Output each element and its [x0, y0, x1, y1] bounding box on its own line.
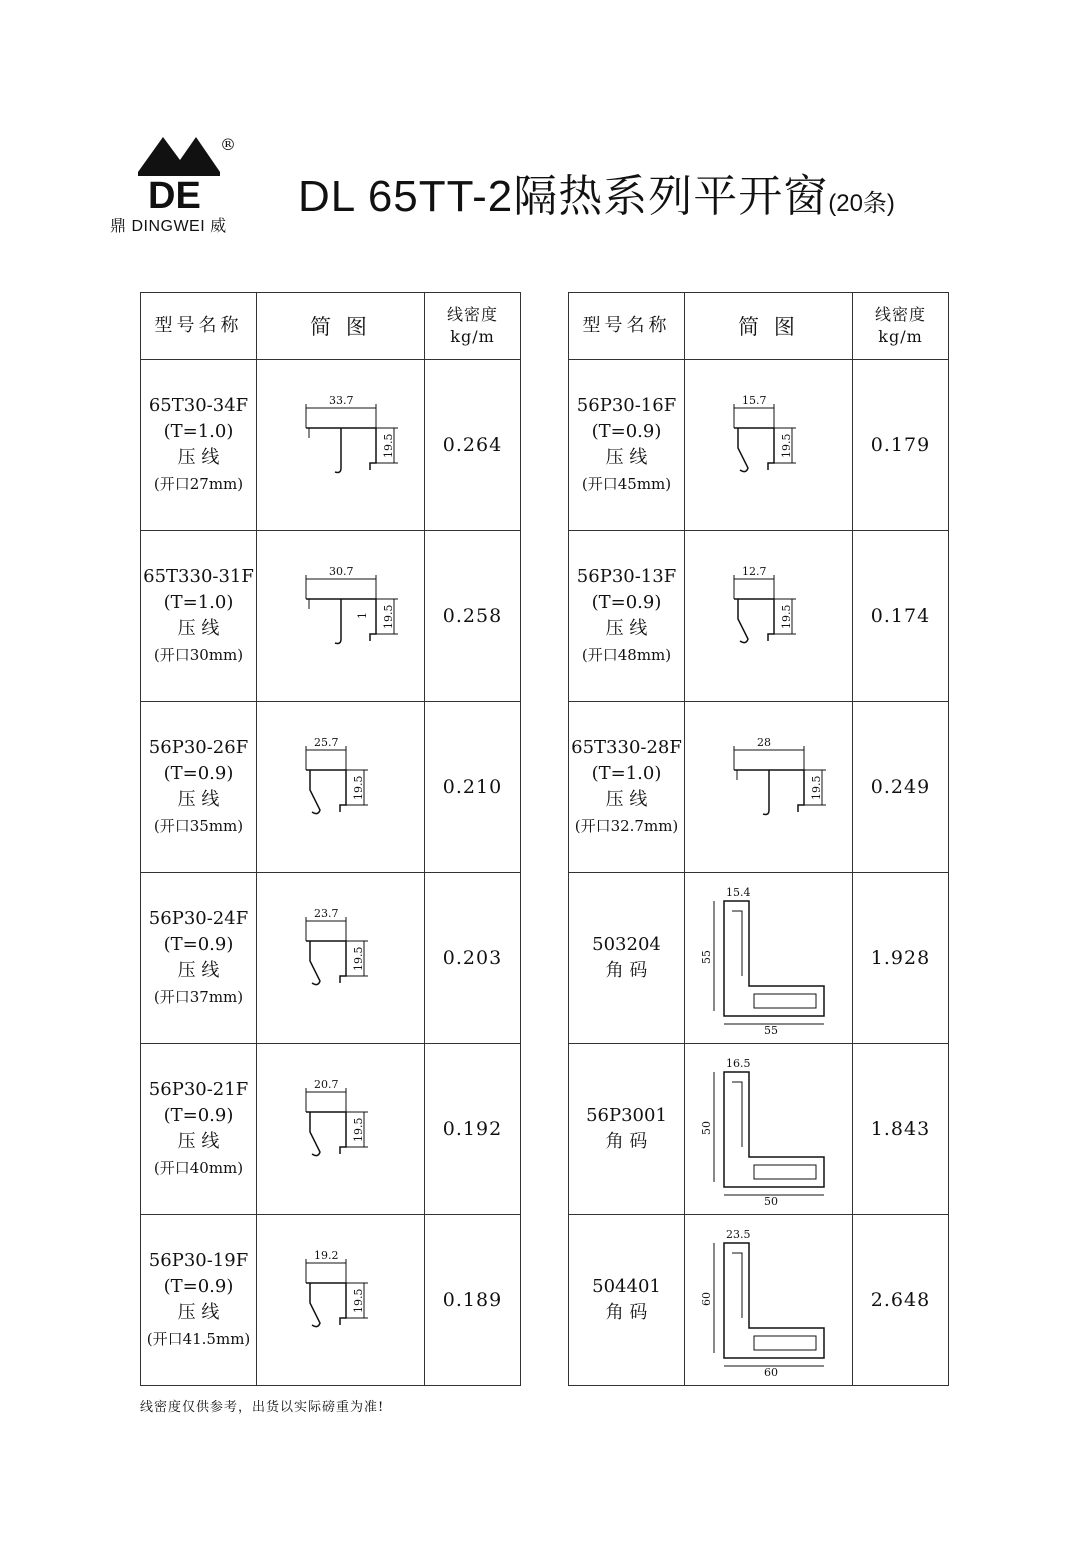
- density-value: 0.203: [425, 873, 521, 1044]
- table-row: [569, 702, 949, 873]
- registered-mark: ®: [220, 135, 236, 154]
- opening-size: (开口48mm): [581, 646, 672, 664]
- profile-type: 压 线: [177, 789, 220, 810]
- drawing-cell: [257, 1044, 425, 1215]
- profile-type: 角 码: [605, 960, 648, 981]
- col-density: 线密度 kg/m: [853, 293, 949, 360]
- model-number: 56P30-16F: [576, 395, 677, 416]
- corner-bracket-drawing: [694, 1218, 844, 1378]
- col-model: 型号名称: [569, 293, 685, 360]
- profile-drawing: [266, 901, 416, 1011]
- density-value: 0.179: [853, 360, 949, 531]
- density-value: 0.264: [425, 360, 521, 531]
- model-number: 56P30-19F: [148, 1250, 249, 1271]
- table-row: [569, 1044, 949, 1215]
- svg-text:25.7: 25.7: [313, 736, 338, 749]
- svg-text:19.5: 19.5: [351, 1288, 365, 1313]
- profile-drawing: [694, 730, 844, 840]
- svg-text:19.2: 19.2: [313, 1249, 338, 1262]
- drawing-cell: [257, 702, 425, 873]
- model-number: 56P30-13F: [576, 566, 677, 587]
- footer-note: 线密度仅供参考，出货以实际磅重为准!: [140, 1400, 385, 1415]
- thickness-spec: (T=0.9): [163, 1105, 234, 1126]
- drawing-cell: [257, 360, 425, 531]
- profile-drawing: [266, 1243, 416, 1353]
- profile-type: 压 线: [177, 1302, 220, 1323]
- model-number: 65T330-31F: [143, 566, 254, 587]
- drawing-cell: [257, 873, 425, 1044]
- model-number: 56P30-21F: [148, 1079, 249, 1100]
- profile-drawing: [266, 559, 416, 669]
- thickness-spec: (T=1.0): [163, 592, 234, 613]
- model-cell: [141, 873, 257, 1044]
- table-row: [141, 360, 521, 531]
- svg-text:60: 60: [699, 1292, 713, 1306]
- svg-text:50: 50: [699, 1121, 713, 1135]
- profile-type: 压 线: [177, 1131, 220, 1152]
- model-number: 56P3001: [586, 1105, 667, 1126]
- profile-drawing: [266, 388, 416, 498]
- opening-size: (开口27mm): [153, 475, 244, 493]
- profile-type: 角 码: [605, 1131, 648, 1152]
- drawing-cell: [685, 360, 853, 531]
- profile-drawing: [266, 730, 416, 840]
- drawing-cell: [685, 1044, 853, 1215]
- svg-text:19.5: 19.5: [351, 946, 365, 971]
- model-number: 65T30-34F: [148, 395, 249, 416]
- density-value: 0.249: [853, 702, 949, 873]
- opening-size: (开口37mm): [153, 988, 244, 1006]
- density-value: 0.210: [425, 702, 521, 873]
- model-cell: [141, 531, 257, 702]
- thickness-spec: (T=0.9): [163, 763, 234, 784]
- profile-type: 压 线: [605, 447, 648, 468]
- model-number: 56P30-26F: [148, 737, 249, 758]
- profile-type: 压 线: [177, 447, 220, 468]
- svg-text:30.7: 30.7: [328, 565, 353, 578]
- density-value: 0.192: [425, 1044, 521, 1215]
- model-cell: [569, 360, 685, 531]
- model-cell: [569, 702, 685, 873]
- density-value: 1.843: [853, 1044, 949, 1215]
- density-value: 1.928: [853, 873, 949, 1044]
- opening-size: (开口41.5mm): [146, 1330, 251, 1348]
- thickness-spec: (T=1.0): [163, 421, 234, 442]
- svg-text:55: 55: [763, 1024, 778, 1036]
- table-row: [569, 873, 949, 1044]
- svg-text:55: 55: [699, 950, 713, 964]
- opening-size: (开口35mm): [153, 817, 244, 835]
- corner-bracket-drawing: [694, 876, 844, 1036]
- col-model: 型号名称: [141, 293, 257, 360]
- model-number: 504401: [592, 1276, 661, 1297]
- opening-size: (开口40mm): [153, 1159, 244, 1177]
- thickness-spec: (T=0.9): [591, 592, 662, 613]
- model-cell: [569, 873, 685, 1044]
- density-value: 0.258: [425, 531, 521, 702]
- svg-text:23.7: 23.7: [313, 907, 338, 920]
- profile-drawing: [694, 388, 844, 498]
- table-row: [569, 1215, 949, 1386]
- profile-type: 压 线: [605, 618, 648, 639]
- svg-text:50: 50: [763, 1195, 778, 1207]
- drawing-cell: [257, 531, 425, 702]
- col-drawing: 简 图: [685, 293, 853, 360]
- svg-text:DE: DE: [148, 175, 201, 217]
- drawing-cell: [257, 1215, 425, 1386]
- profile-drawing: [266, 1072, 416, 1182]
- profile-type: 角 码: [605, 1302, 648, 1323]
- opening-size: (开口32.7mm): [574, 817, 679, 835]
- table-header-row: [569, 293, 949, 360]
- page-title: DL 65TT-2隔热系列平开窗(20条): [298, 172, 895, 221]
- profile-table-right: [568, 292, 949, 1386]
- thickness-spec: (T=0.9): [163, 1276, 234, 1297]
- model-cell: [141, 360, 257, 531]
- brand-name: 鼎 DINGWEI 威: [110, 218, 227, 235]
- profile-type: 压 线: [177, 618, 220, 639]
- svg-text:1: 1: [355, 612, 369, 619]
- svg-text:20.7: 20.7: [313, 1078, 338, 1091]
- svg-text:33.7: 33.7: [328, 394, 353, 407]
- svg-text:28: 28: [756, 736, 771, 749]
- svg-text:19.5: 19.5: [351, 1117, 365, 1142]
- model-number: 56P30-24F: [148, 908, 249, 929]
- svg-text:15.4: 15.4: [725, 886, 750, 899]
- table-row: [141, 702, 521, 873]
- drawing-cell: [685, 873, 853, 1044]
- model-cell: [569, 531, 685, 702]
- table-row: [141, 1044, 521, 1215]
- svg-text:16.5: 16.5: [725, 1057, 750, 1070]
- drawing-cell: [685, 702, 853, 873]
- model-cell: [141, 702, 257, 873]
- thickness-spec: (T=1.0): [591, 763, 662, 784]
- profile-table-left: [140, 292, 521, 1386]
- svg-text:19.5: 19.5: [809, 775, 823, 800]
- table-row: [141, 531, 521, 702]
- svg-text:19.5: 19.5: [779, 604, 793, 629]
- table-row: [141, 1215, 521, 1386]
- profile-count: (20条): [828, 190, 895, 217]
- density-value: 0.189: [425, 1215, 521, 1386]
- profile-drawing: [694, 559, 844, 669]
- drawing-cell: [685, 531, 853, 702]
- col-drawing: 简 图: [257, 293, 425, 360]
- model-cell: [569, 1215, 685, 1386]
- thickness-spec: (T=0.9): [163, 934, 234, 955]
- profile-type: 压 线: [177, 960, 220, 981]
- table-header-row: [141, 293, 521, 360]
- corner-bracket-drawing: [694, 1047, 844, 1207]
- model-number: 503204: [592, 934, 661, 955]
- model-cell: [569, 1044, 685, 1215]
- density-value: 0.174: [853, 531, 949, 702]
- thickness-spec: (T=0.9): [591, 421, 662, 442]
- svg-text:19.5: 19.5: [381, 604, 395, 629]
- model-number: 65T330-28F: [571, 737, 682, 758]
- svg-text:19.5: 19.5: [779, 433, 793, 458]
- svg-text:15.7: 15.7: [741, 394, 766, 407]
- model-cell: [141, 1215, 257, 1386]
- table-row: [569, 531, 949, 702]
- svg-text:23.5: 23.5: [725, 1228, 750, 1241]
- profile-type: 压 线: [605, 789, 648, 810]
- opening-size: (开口45mm): [581, 475, 672, 493]
- col-density: 线密度 kg/m: [425, 293, 521, 360]
- density-value: 2.648: [853, 1215, 949, 1386]
- table-row: [569, 360, 949, 531]
- svg-text:60: 60: [763, 1366, 778, 1378]
- model-cell: [141, 1044, 257, 1215]
- opening-size: (开口30mm): [153, 646, 244, 664]
- svg-text:19.5: 19.5: [381, 433, 395, 458]
- svg-text:19.5: 19.5: [351, 775, 365, 800]
- drawing-cell: [685, 1215, 853, 1386]
- svg-text:12.7: 12.7: [741, 565, 766, 578]
- table-row: [141, 873, 521, 1044]
